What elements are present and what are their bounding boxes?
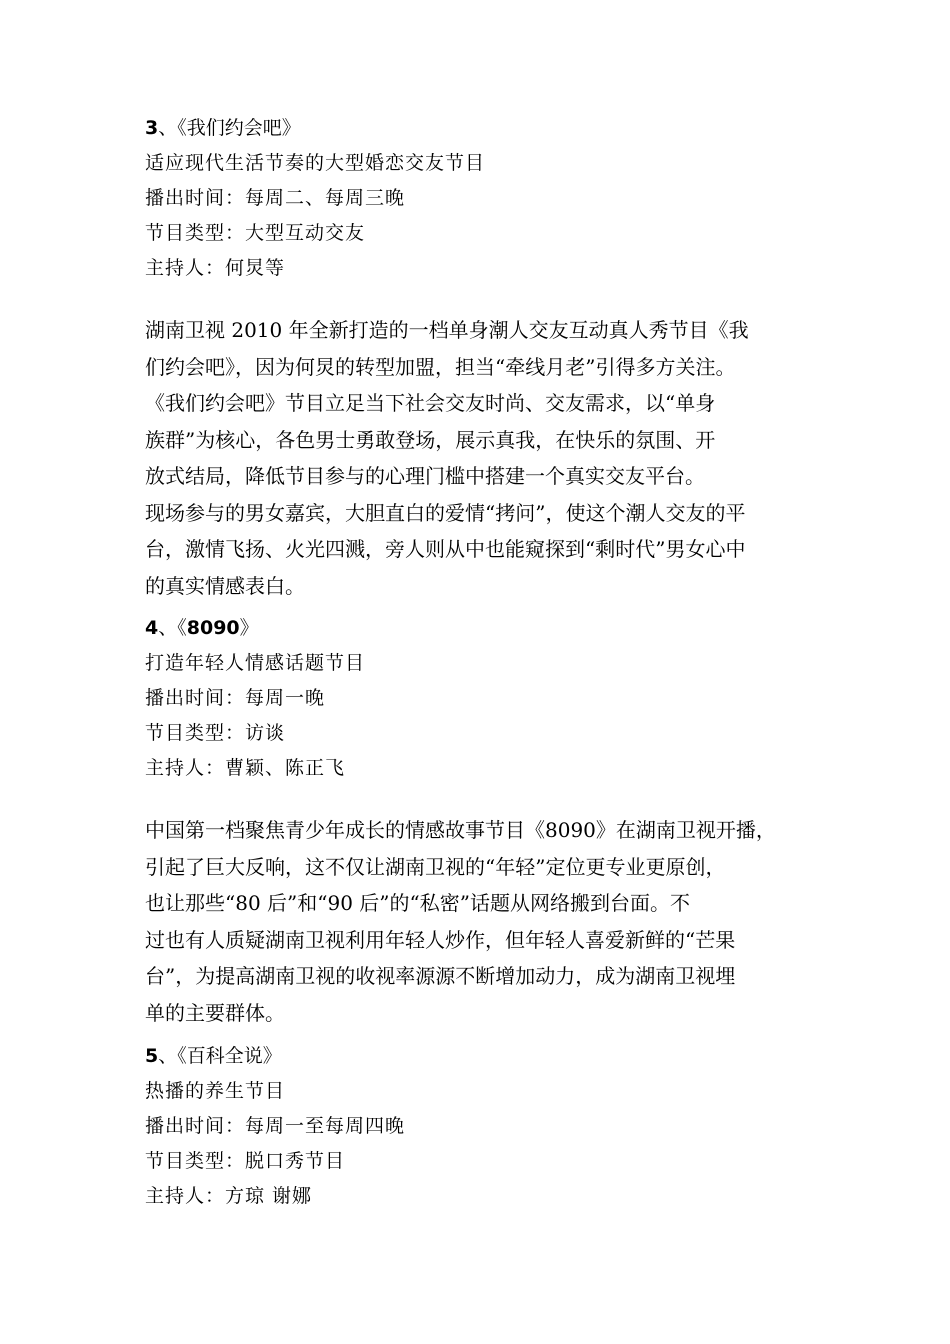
section-4-title-suffix: 》 bbox=[239, 617, 259, 639]
section-3-paragraph bbox=[145, 312, 813, 604]
paragraph-line: 也让那些“80 后”和“90 后”的“私密”话题从网络搬到台面。不 bbox=[145, 891, 690, 915]
section-5-airtime: 播出时间：每周一至每周四晚 bbox=[145, 1115, 406, 1137]
section-3-airtime: 播出时间：每周二、每周三晚 bbox=[145, 187, 406, 209]
paragraph-line: 现场参与的男女嘉宾，大胆直白的爱情“拷问”，使这个潮人交友的平 bbox=[145, 500, 746, 525]
paragraph-line: 台”，为提高湖南卫视的收视率源源不断增加动力，成为湖南卫视埋 bbox=[145, 964, 736, 988]
section-4-tagline: 打造年轻人情感话题节目 bbox=[145, 652, 366, 674]
paragraph-line: 放式结局，降低节目参与的心理门槛中搭建一个真实交友平台。 bbox=[145, 464, 705, 488]
section-3-host: 主持人：何炅等 bbox=[145, 257, 286, 279]
paragraph-line: 过也有人质疑湖南卫视利用年轻人炒作，但年轻人喜爱新鲜的“芒果 bbox=[145, 927, 736, 952]
paragraph-line: 湖南卫视 2010 年全新打造的一档单身潮人交友互动真人秀节目《我 bbox=[145, 318, 749, 342]
section-5-number: 5 bbox=[145, 1045, 159, 1067]
section-5-tagline: 热播的养生节目 bbox=[145, 1080, 286, 1102]
section-3-tagline: 适应现代生活节奏的大型婚恋交友节目 bbox=[145, 152, 486, 174]
paragraph-line: 台，激情飞扬、火光四溅，旁人则从中也能窥探到“剩时代”男女心中 bbox=[145, 537, 746, 561]
section-4-number: 4 bbox=[145, 617, 159, 639]
section-3-number: 3 bbox=[145, 117, 159, 139]
paragraph-line: 族群”为核心，各色男士勇敢登场，展示真我，在快乐的氛围、开 bbox=[145, 427, 716, 452]
section-4-host: 主持人：曹颖、陈正飞 bbox=[145, 757, 346, 779]
section-4 bbox=[145, 610, 825, 786]
section-5 bbox=[145, 1038, 825, 1214]
section-4-title-prefix: 、《 bbox=[158, 617, 187, 639]
section-3-type: 节目类型：大型互动交友 bbox=[145, 222, 366, 244]
paragraph-line: 《我们约会吧》节目立足当下社会交友时尚、交友需求，以“单身 bbox=[145, 391, 716, 415]
paragraph-line: 们约会吧》，因为何炅的转型加盟，担当“牵线月老”引得多方关注。 bbox=[145, 354, 736, 379]
section-5-host: 主持人：方琼 谢娜 bbox=[145, 1185, 313, 1207]
section-3 bbox=[145, 110, 825, 286]
section-5-type: 节目类型：脱口秀节目 bbox=[145, 1150, 346, 1172]
section-5-heading bbox=[145, 1038, 825, 1074]
section-4-type: 节目类型：访谈 bbox=[145, 722, 286, 744]
paragraph-line: 引起了巨大反响，这不仅让湖南卫视的“年轻”定位更专业更原创， bbox=[145, 854, 726, 879]
paragraph-line: 中国第一档聚焦青少年成长的情感故事节目《8090》在湖南卫视开播， bbox=[145, 818, 776, 842]
section-3-heading bbox=[145, 110, 825, 146]
section-4-title-name: 8090 bbox=[186, 617, 240, 639]
section-5-title: 、《百科全说》 bbox=[158, 1045, 282, 1067]
section-4-paragraph bbox=[145, 812, 813, 1031]
section-3-title: 、《我们约会吧》 bbox=[158, 117, 301, 139]
paragraph-line: 的真实情感表白。 bbox=[145, 573, 305, 598]
paragraph-line: 单的主要群体。 bbox=[145, 1000, 285, 1025]
section-4-airtime: 播出时间：每周一晚 bbox=[145, 687, 326, 709]
section-4-heading bbox=[145, 610, 825, 646]
